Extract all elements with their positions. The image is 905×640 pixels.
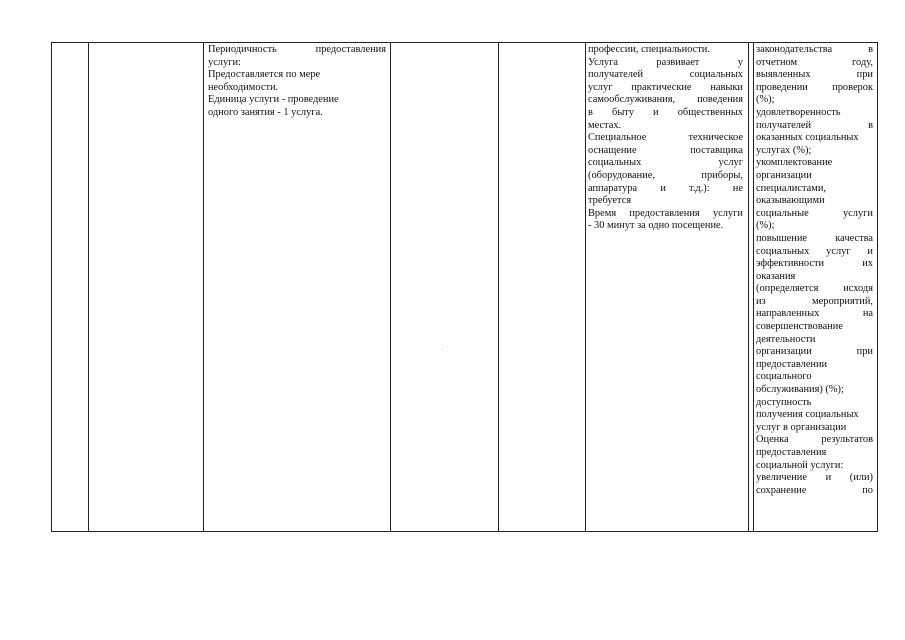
- text-line: из мероприятий,: [756, 295, 873, 307]
- table-col-border-6: [585, 42, 586, 532]
- text-line: доступность: [756, 396, 812, 408]
- text-line: законодательства в: [756, 44, 873, 55]
- text-line: услуги:: [208, 56, 241, 68]
- text-line: (%);: [756, 94, 775, 106]
- table-col-border-4: [390, 42, 391, 532]
- text-line: получения социальных: [756, 409, 859, 421]
- text-line: требуется: [588, 195, 632, 207]
- text-line: социальных услуг: [588, 157, 743, 169]
- text-line: организации: [756, 169, 812, 181]
- text-line: предоставлении: [756, 358, 828, 370]
- text-line: профессии, специальности.: [588, 44, 710, 55]
- text-line: Услуга развивает у: [588, 56, 743, 68]
- text-line: местах.: [588, 119, 622, 131]
- text-line: Время предоставления услуги: [588, 207, 743, 219]
- text-line: в быту и общественных: [588, 106, 743, 118]
- text-line: (%);: [756, 220, 775, 232]
- text-line: оказанных социальных: [756, 132, 859, 144]
- text-line: укомплектование: [756, 157, 833, 169]
- text-line: самообслуживания, поведения: [588, 94, 743, 106]
- text-line: (оборудование, приборы,: [588, 169, 743, 181]
- text-line: услугах (%);: [756, 144, 812, 156]
- text-line: проведении проверок: [756, 81, 873, 93]
- text-line: отчетном году,: [756, 56, 873, 68]
- text-line: эффективности их: [756, 258, 873, 270]
- table-col-border-9: [877, 42, 878, 532]
- text-line: Периодичность предоставления: [208, 44, 386, 55]
- text-line: Специальное техническое: [588, 132, 743, 144]
- table-col-border-3: [203, 42, 204, 532]
- text-line: услуг практические навыки: [588, 81, 743, 93]
- text-line: сохранение по: [756, 484, 873, 496]
- text-line: получателей в: [756, 119, 873, 131]
- text-line: направленных на: [756, 308, 873, 320]
- cell-service-description: [588, 44, 743, 233]
- table-col-border-1: [51, 42, 52, 532]
- text-line: - 30 минут за одно посещение.: [588, 220, 724, 232]
- cell-quality-indicators: [756, 44, 873, 497]
- text-line: выявленных при: [756, 69, 873, 81]
- text-line: услуг в организации: [756, 421, 847, 433]
- text-line: социальные услуги: [756, 207, 873, 219]
- cell-periodicity: [208, 44, 386, 120]
- text-line: одного занятия - 1 услуга.: [208, 106, 323, 118]
- text-line: организации при: [756, 346, 873, 358]
- text-line: увеличение и (или): [756, 472, 873, 484]
- text-line: оказания: [756, 270, 796, 282]
- scan-speck: [442, 349, 443, 350]
- table-col-border-5: [498, 42, 499, 532]
- text-line: совершенствование: [756, 321, 843, 333]
- text-line: удовлетворенность: [756, 106, 841, 118]
- text-line: получателей социальных: [588, 69, 743, 81]
- text-line: оказывающими: [756, 195, 825, 207]
- text-line: необходимости.: [208, 81, 279, 93]
- text-line: (определяется исходя: [756, 283, 873, 295]
- text-line: социальной услуги:: [756, 459, 844, 471]
- text-line: социальных услуг и: [756, 245, 873, 257]
- text-line: Предоставляется по мере: [208, 69, 321, 81]
- text-line: деятельности: [756, 333, 816, 345]
- text-line: Оценка результатов: [756, 434, 873, 446]
- text-line: специалистами,: [756, 182, 826, 194]
- text-line: оснащение поставщика: [588, 144, 743, 156]
- text-line: аппаратура и т.д.): не: [588, 182, 743, 194]
- text-line: обслуживания) (%);: [756, 384, 844, 396]
- text-line: повышение качества: [756, 232, 873, 244]
- text-line: Единица услуги - проведение: [208, 94, 339, 106]
- text-line: предоставления: [756, 447, 827, 458]
- table-col-border-8: [753, 42, 754, 532]
- table-col-border-7: [748, 42, 749, 532]
- table-col-border-2: [88, 42, 89, 532]
- text-line: социального: [756, 371, 812, 383]
